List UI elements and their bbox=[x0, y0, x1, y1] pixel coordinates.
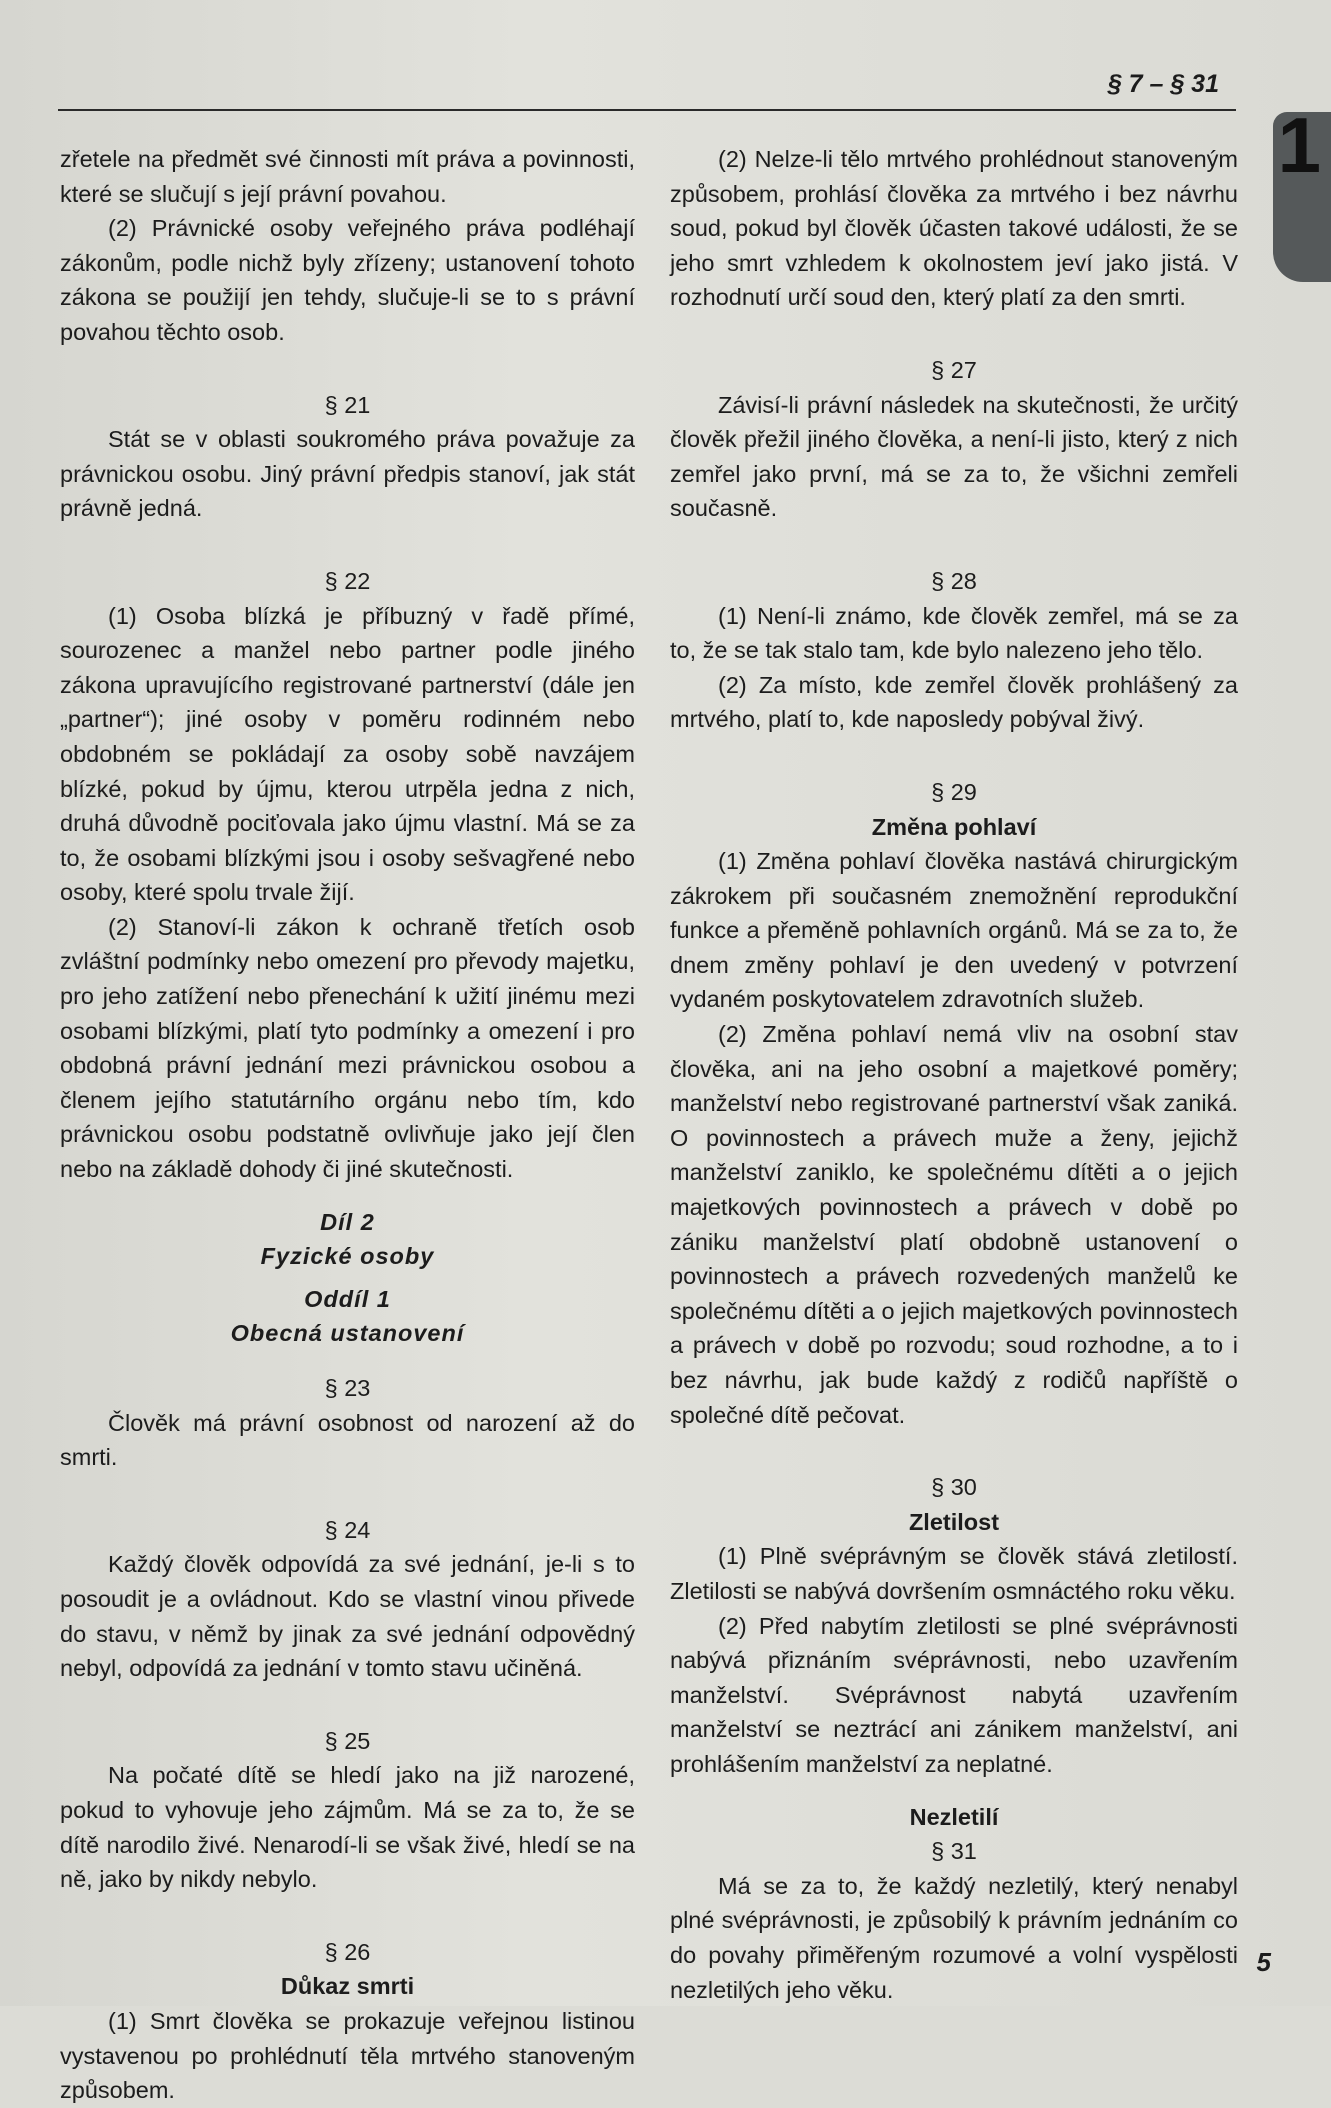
running-header: § 7 – § 31 bbox=[1107, 70, 1219, 98]
subdivision-heading: Nezletilí bbox=[909, 1803, 999, 1830]
paragraph: Na počaté dítě se hledí jako na již narozené, pokud to vyhovuje jeho zájmům. Má se za to, že se dítě narodilo živé. Nenarodí-li se však živé, hledí se na ně, jako by nikdy nebylo. bbox=[60, 1762, 635, 1893]
paragraph: (1) Smrt člověka se prokazuje veřejnou listinou vystavenou po prohlédnutí těla mrtvého stanoveným způsobem. bbox=[60, 2007, 635, 2104]
section-number: § 28 bbox=[931, 567, 977, 594]
paragraph: (2) Stanoví-li zákon k ochraně třetích osob zvláštní podmínky nebo omezení pro převody majetku, pro jeho zatížení nebo přenechání k užití jinému mezi osobami blízkými, platí tyto podmínky a omezení i pro obdobná právní jednání mezi právnickou osobou a členem jejího statutárního orgánu nebo tím, kdo právnickou osobu podstatně ovlivňuje jako její člen nebo na základě dohody či jiné skutečnosti. bbox=[60, 913, 635, 1183]
section-title: Důkaz smrti bbox=[280, 1973, 415, 2000]
paragraph: Každý člověk odpovídá za své jednání, je-li s to posoudit je a ovládnout. Kdo se vlastní vinou přivede do stavu, v němž by jinak za své jednání odpovědný nebyl, odpovídá za jednání v tomto stavu učiněná. bbox=[60, 1551, 635, 1682]
section-title: Zletilost bbox=[908, 1508, 1000, 1535]
paragraph: Závisí-li právní následek na skutečnosti, že určitý člověk přežil jiného člověka, a není-li jisto, který z nich zemřel jako první, má se za to, že všichni zemřeli současně. bbox=[670, 391, 1238, 522]
chapter-tab-number: 1 bbox=[1277, 101, 1321, 189]
header-rule bbox=[58, 109, 1236, 111]
paragraph: (2) Před nabytím zletilosti se plné svéprávnosti nabývá přiznáním svéprávnosti, nebo uzavřením manželství. Svéprávnost nabytá uzavřením manželství se neztrácí ani zánikem manželství, ani prohlášením manželství za neplatné. bbox=[670, 1612, 1238, 1777]
section-number: § 25 bbox=[324, 1727, 371, 1754]
paragraph: (1) Plně svéprávným se člověk stává zletilostí. Zletilosti se nabývá dovršením osmnáctého roku věku. bbox=[670, 1543, 1238, 1604]
section-number: § 24 bbox=[324, 1516, 371, 1543]
section-number: § 23 bbox=[324, 1375, 371, 1401]
paragraph: Člověk má právní osobnost od narození až do smrti. bbox=[60, 1409, 635, 1471]
section-number: § 21 bbox=[324, 391, 371, 418]
left-column bbox=[60, 142, 635, 2108]
part-title: Fyzické osoby bbox=[260, 1243, 435, 1270]
page-number: 5 bbox=[1256, 1947, 1271, 1977]
section-number: § 22 bbox=[324, 567, 371, 594]
section-number: § 30 bbox=[931, 1474, 977, 1501]
paragraph: (1) Osoba blízká je příbuzný v řadě přímé, sourozenec a manžel nebo partner podle jiného zákona upravujícího registrované partnerství (dále jen „partner“); jiné osoby v poměru rodinném nebo obdobném se pokládají za osoby sobě navzájem blízké, pokud by újmu, kterou utrpěla jedna z nich, druhá důvodně pociťovala jako újmu vlastní. Má se za to, že osobami blízkými jsou i osoby sešvagřené nebo osoby, které spolu trvale žijí. bbox=[60, 602, 635, 906]
section-title: Změna pohlaví bbox=[871, 813, 1037, 840]
paragraph: (1) Změna pohlaví člověka nastává chirurgickým zákrokem při současném znemožnění reprodukční funkce a přeměně pohlavních orgánů. Má se za to, že dnem změny pohlaví je den uvedený v potvrzení vydaném poskytovatelem zdravotních služeb. bbox=[670, 848, 1238, 1013]
section-number: § 29 bbox=[931, 778, 977, 805]
paragraph: (2) Nelze-li tělo mrtvého prohlédnout stanoveným způsobem, prohlásí člověka za mrtvého i bez návrhu soud, pokud byl člověk účasten takové události, že se jeho smrt vzhledem k okolnostem jeví jako jistá. V rozhodnutí určí soud den, který platí za den smrti. bbox=[670, 146, 1238, 311]
right-column bbox=[670, 142, 1238, 2007]
section-number: § 31 bbox=[931, 1838, 977, 1865]
part-number: Díl 2 bbox=[320, 1208, 375, 1235]
section-number: § 26 bbox=[324, 1938, 371, 1965]
paragraph: (2) Právnické osoby veřejného práva podléhají zákonům, podle nichž byly zřízeny; ustanovení tohoto zákona se použijí jen tehdy, slučuje-li se to s právní povahou těchto osob. bbox=[60, 215, 635, 345]
paragraph: zřetele na předmět své činnosti mít práva a povinnosti, které se slučují s její právní povahou. bbox=[60, 146, 635, 207]
division-number: Oddíl 1 bbox=[304, 1285, 391, 1312]
paragraph: (1) Není-li známo, kde člověk zemřel, má se za to, že se tak stalo tam, kde bylo nalezeno jeho tělo. bbox=[670, 602, 1238, 664]
paragraph: (2) Změna pohlaví nemá vliv na osobní stav člověka, ani na jeho osobní a majetkové poměry; manželství nebo registrované partnerství však zaniká. O povinnostech a právech muže a ženy, jejichž manželství zaniklo, ke společnému dítěti a o jejich majetkových povinnostech a právech v době po zániku manželství platí obdobně ustanovení o povinnostech a právech rozvedených manželů ke společnému dítěti a o jejich majetkových povinnostech a právech v době po rozvodu; soud rozhodne, a to i bez návrhu, jak bude každý z rodičů napříště o společné dítě pečovat. bbox=[670, 1021, 1238, 1428]
paragraph: Stát se v oblasti soukromého práva považuje za právnickou osobu. Jiný právní předpis stanoví, jak stát právně jedná. bbox=[60, 426, 635, 522]
paragraph: (2) Za místo, kde zemřel člověk prohlášený za mrtvého, platí to, kde naposledy pobýval živý. bbox=[670, 671, 1238, 733]
paragraph: Má se za to, že každý nezletilý, který nenabyl plné svéprávnosti, je způsobilý k právním jednáním co do povahy přiměřeným rozumové a volní vyspělosti nezletilých jeho věku. bbox=[670, 1872, 1238, 2003]
section-number: § 27 bbox=[931, 356, 977, 383]
division-title: Obecná ustanovení bbox=[230, 1320, 465, 1347]
